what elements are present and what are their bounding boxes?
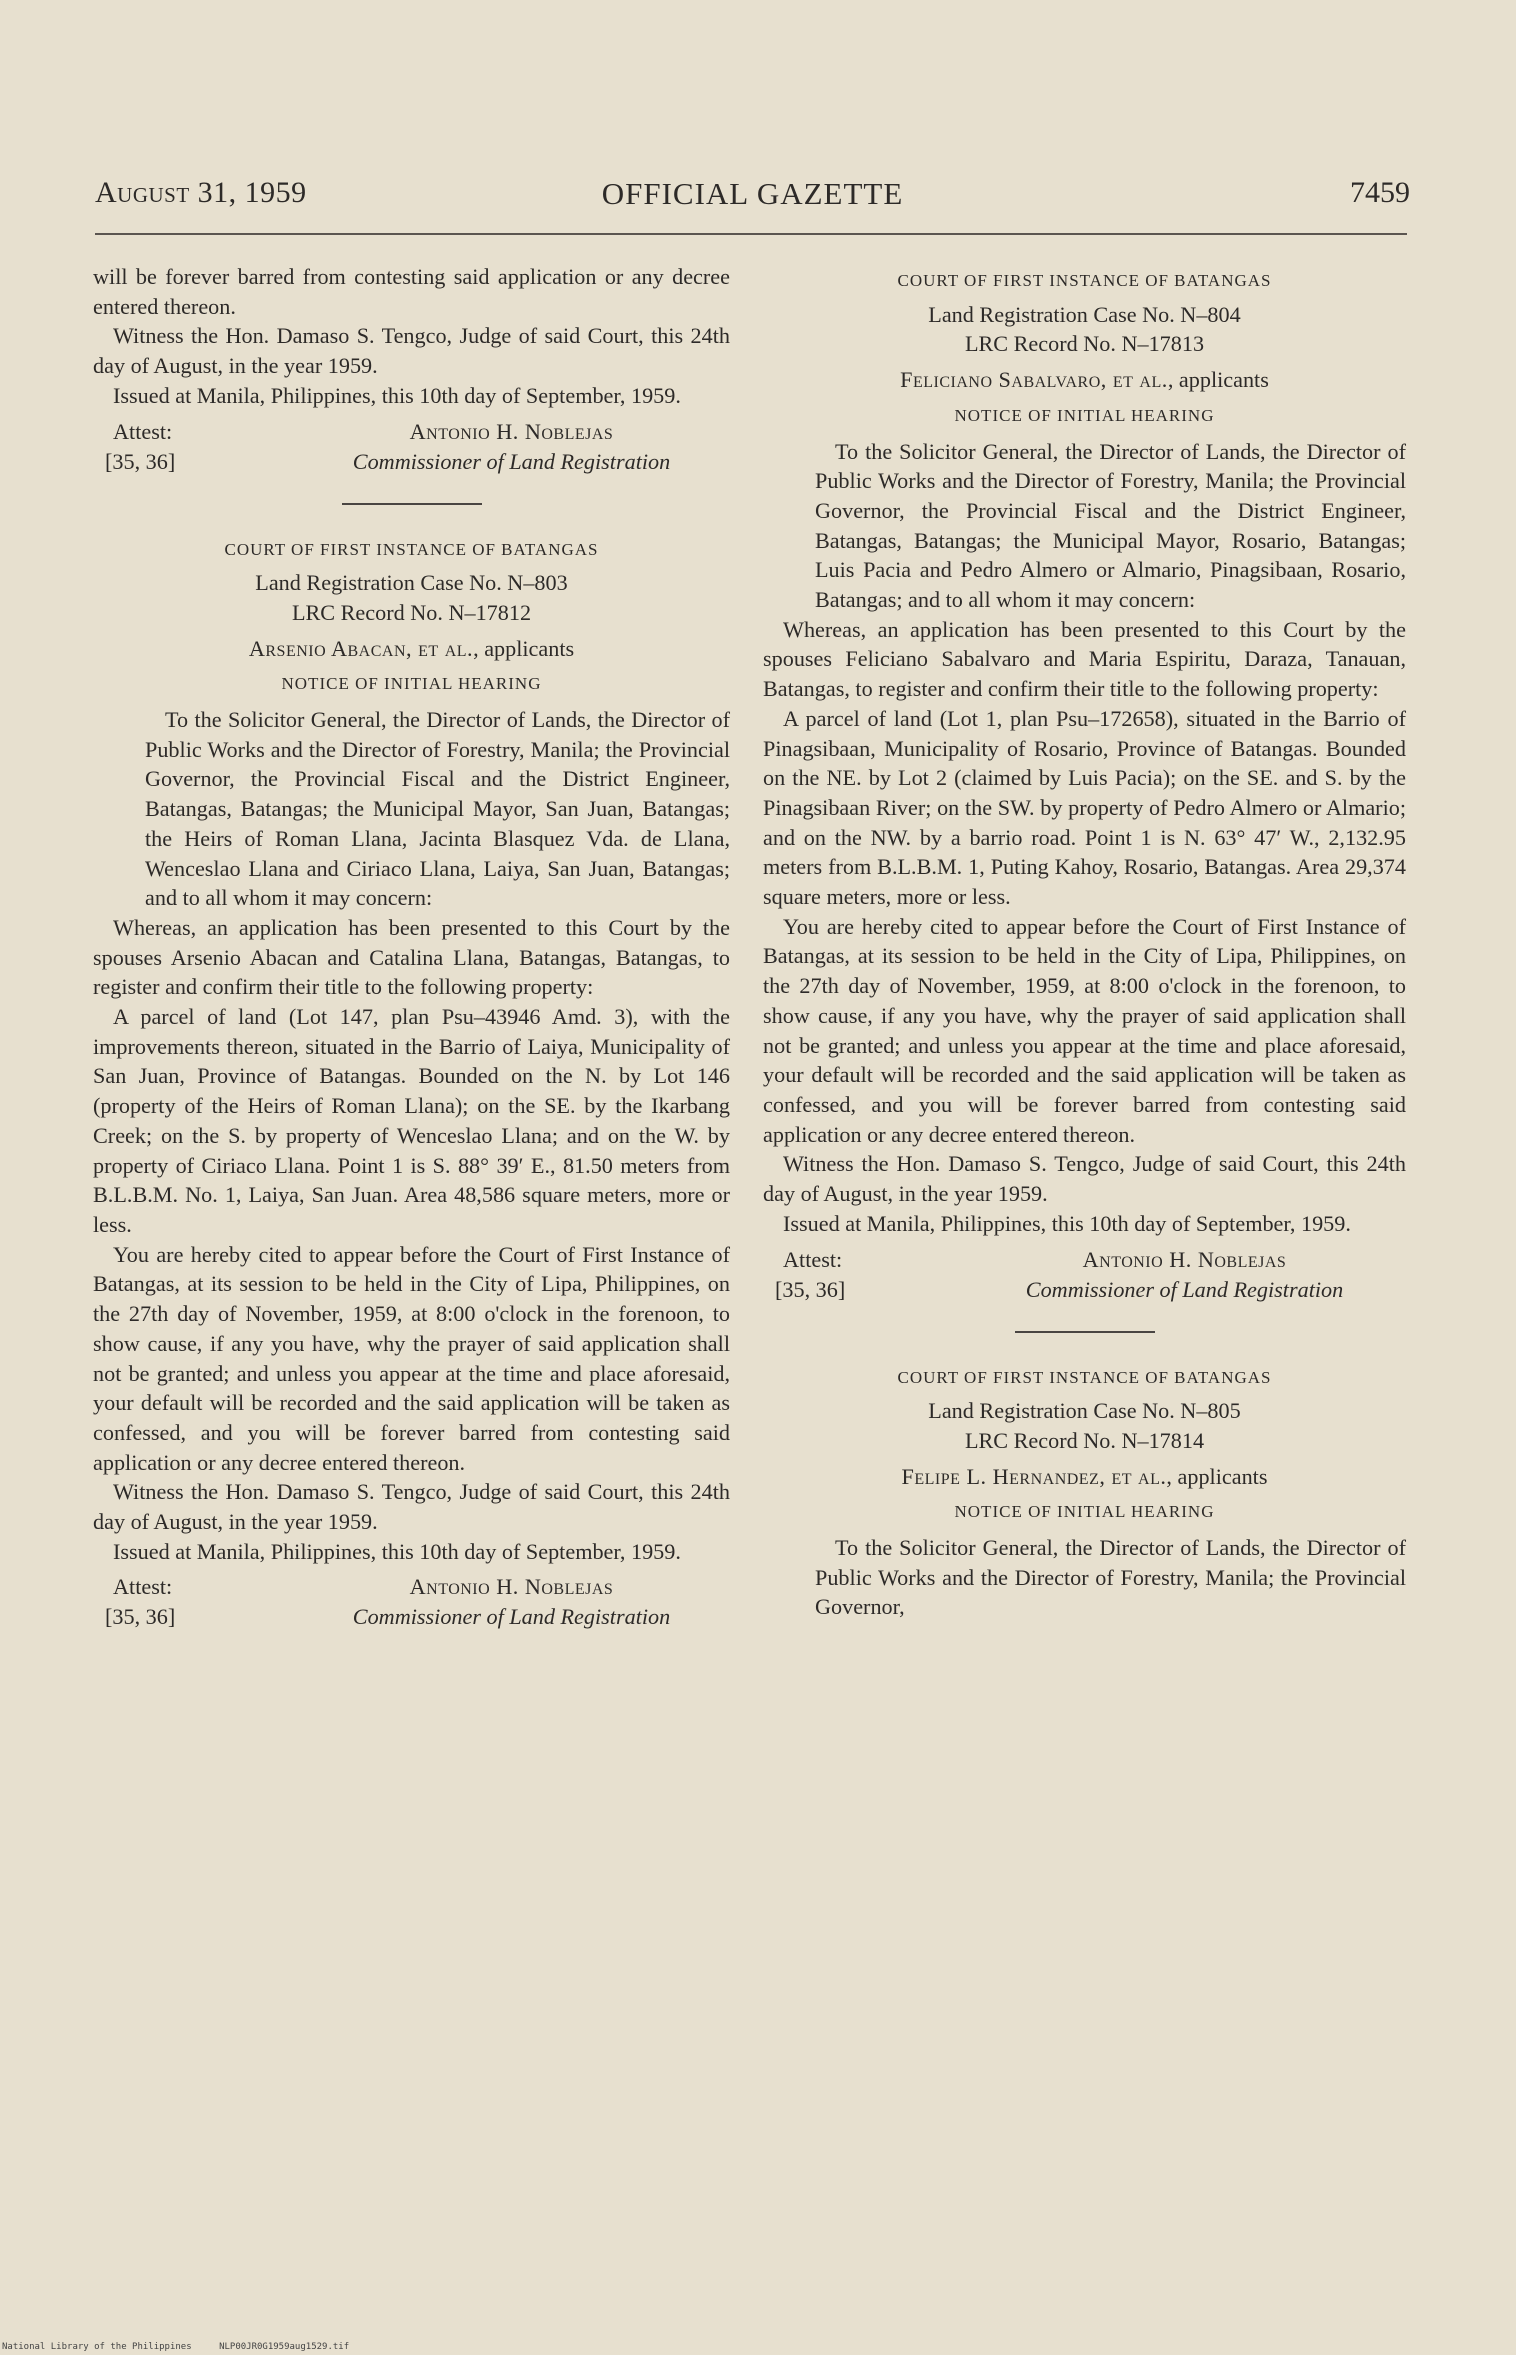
attest-name: Antonio H. Noblejas	[409, 418, 614, 444]
applicant-suffix: , applicants	[473, 635, 575, 661]
notice-paragraph: Witness the Hon. Damaso S. Tengco, Judge of said Court, this 24th day of August, in the year 1959.	[93, 1479, 730, 1535]
notice-paragraph: Issued at Manila, Philippines, this 10th day of September, 1959.	[783, 1210, 1351, 1236]
attest-ref: [35, 36]	[105, 448, 176, 474]
attest-office: Commissioner of Land Registration	[1025, 1276, 1344, 1302]
addressees: To the Solicitor General, the Director of Lands, the Director of Public Works and the Director of Forestry, Manila; the Provincial Governor,	[815, 1535, 1406, 1620]
attestation-block	[763, 1245, 1406, 1305]
issue-date: August 31, 1959	[95, 176, 307, 209]
applicant-name: Felipe L. Hernandez, et al.	[901, 1463, 1167, 1489]
section-divider	[1015, 1331, 1155, 1333]
right-column	[763, 262, 1406, 1622]
scan-footer	[2, 2342, 371, 2352]
attest-office: Commissioner of Land Registration	[352, 448, 671, 474]
notice-paragraph: Issued at Manila, Philippines, this 10th day of September, 1959.	[113, 1538, 681, 1564]
case-number: Land Registration Case No. N–805	[928, 1398, 1241, 1424]
attest-name: Antonio H. Noblejas	[409, 1574, 614, 1600]
attest-label: Attest:	[113, 1574, 173, 1600]
addressees: To the Solicitor General, the Director of Lands, the Director of Public Works and the Director of Forestry, Manila; the Provincial Governor, the Provincial Fiscal and the District Engineer, Batangas, Batangas; the Municipal Mayor, San Juan, Batangas; the Heirs of Roman Llana, Jacinta Blasquez Vda. de Llana, Wenceslao Llana and Ciriaco Llana, Laiya, San Juan, Batangas; and to all whom it may concern:	[145, 707, 730, 911]
applicants-line	[763, 1462, 1406, 1492]
notice-paragraph: You are hereby cited to appear before the Court of First Instance of Batangas, at its session to be held in the City of Lipa, Philippines, on the 27th day of November, 1959, at 8:00 o'clock in the forenoon, to show cause, if any you have, why the prayer of said application shall not be granted; and unless you appear at the time and place aforesaid, your default will be recorded and the said application will be taken as confessed, and you will be forever barred from contesting said application or any decree entered thereon.	[93, 1241, 730, 1475]
continuation-paragraph: Issued at Manila, Philippines, this 10th day of September, 1959.	[113, 382, 681, 408]
left-column	[93, 262, 730, 1632]
notice-paragraph: Witness the Hon. Damaso S. Tengco, Judge of said Court, this 24th day of August, in the year 1959.	[763, 1151, 1406, 1207]
section-divider	[342, 503, 482, 505]
attest-ref: [35, 36]	[775, 1276, 846, 1302]
case-number: Land Registration Case No. N–804	[928, 301, 1241, 327]
attest-ref: [35, 36]	[105, 1604, 176, 1630]
notice-paragraph: You are hereby cited to appear before the Court of First Instance of Batangas, at its session to be held in the City of Lipa, Philippines, on the 27th day of November, 1959, at 8:00 o'clock in the forenoon, to show cause, if any you have, why the prayer of said application shall not be granted; and unless you appear at the time and place aforesaid, your default will be recorded and the said application will be taken as confessed, and you will be forever barred from contesting said application or any decree entered thereon.	[763, 913, 1406, 1147]
applicants-line	[93, 634, 730, 664]
notice-n803	[93, 535, 730, 1633]
continuation-paragraph: Witness the Hon. Damaso S. Tengco, Judge of said Court, this 24th day of August, in the year 1959.	[93, 323, 730, 379]
scan-filename: NLP00JR0G1959aug1529.tif	[219, 2342, 350, 2352]
notice-paragraph: A parcel of land (Lot 147, plan Psu–43946 Amd. 3), with the improvements thereon, situated in the Barrio of Laiya, Municipality of San Juan, Province of Batangas. Bounded on the N. by Lot 146 (property of the Heirs of Roman Llana); on the SE. by the Ikarbang Creek; on the S. by property of Wenceslao Llana; and on the W. by property of Ciriaco Llana. Point 1 is S. 88° 39′ E., 81.50 meters from B.L.B.M. No. 1, Laiya, San Juan. Area 48,586 square meters, more or less.	[93, 1004, 730, 1237]
lrc-record: LRC Record No. N–17813	[964, 331, 1205, 357]
lrc-record: LRC Record No. N–17814	[964, 1427, 1205, 1453]
notice-heading: NOTICE OF INITIAL HEARING	[954, 405, 1215, 425]
applicant-suffix: , applicants	[1167, 367, 1269, 393]
applicant-name: Feliciano Sabalvaro, et al.	[900, 367, 1168, 393]
notice-paragraph: A parcel of land (Lot 1, plan Psu–172658), situated in the Barrio of Pinagsibaan, Municipality of Rosario, Province of Batangas. Bounded on the NE. by Lot 2 (claimed by Luis Pacia); on the SE. and S. by the Pinagsibaan River; on the SW. by property of Pedro Almero or Almario; and on the NW. by a barrio road. Point 1 is N. 63° 47′ W., 2,132.95 meters from B.L.B.M. 1, Puting Kahoy, Rosario, Batangas. Area 29,374 square meters, more or less.	[763, 705, 1406, 910]
applicant-suffix: , applicants	[1166, 1463, 1268, 1489]
notice-paragraph: Whereas, an application has been presented to this Court by the spouses Feliciano Sabalvaro and Maria Espiritu, Daraza, Tanauan, Batangas, to register and confirm their title to the following property:	[763, 616, 1406, 702]
attestation-block	[93, 417, 730, 477]
court-heading: COURT OF FIRST INSTANCE OF BATANGAS	[897, 1367, 1272, 1387]
case-number: Land Registration Case No. N–803	[255, 570, 568, 596]
page-number: 7459	[1350, 176, 1410, 209]
notice-paragraph: Whereas, an application has been presented to this Court by the spouses Arsenio Abacan and Catalina Llana, Batangas, Batangas, to register and confirm their title to the following property:	[93, 914, 730, 1000]
applicant-name: Arsenio Abacan, et al.	[248, 635, 474, 661]
applicants-line	[763, 365, 1406, 395]
publication-title: OFFICIAL GAZETTE	[601, 176, 904, 211]
header-rule	[95, 233, 1407, 235]
court-heading: COURT OF FIRST INSTANCE OF BATANGAS	[224, 539, 599, 559]
notice-n805	[763, 1363, 1406, 1623]
notice-heading: NOTICE OF INITIAL HEARING	[954, 1502, 1215, 1522]
attest-label: Attest:	[783, 1246, 843, 1272]
attest-label: Attest:	[113, 418, 173, 444]
notice-heading: NOTICE OF INITIAL HEARING	[281, 674, 542, 694]
addressees: To the Solicitor General, the Director of Lands, the Director of Public Works and the Director of Forestry, Manila; the Provincial Governor, the Provincial Fiscal and the District Engineer, Batangas, Batangas; the Municipal Mayor, Rosario, Batangas; Luis Pacia and Pedro Almero or Almario, Pinagsibaan, Rosario, Batangas; and to all whom it may concern:	[815, 438, 1406, 613]
continuation-paragraph: will be forever barred from contesting said application or any decree entered thereon.	[93, 264, 730, 319]
lrc-record: LRC Record No. N–17812	[291, 599, 532, 625]
attestation-block	[93, 1572, 730, 1632]
attest-name: Antonio H. Noblejas	[1082, 1246, 1287, 1272]
page-header	[95, 176, 1410, 216]
court-heading: COURT OF FIRST INSTANCE OF BATANGAS	[897, 271, 1272, 290]
library-credit: National Library of the Philippines	[2, 2342, 192, 2352]
notice-n804	[763, 266, 1406, 1305]
attest-office: Commissioner of Land Registration	[352, 1604, 671, 1630]
